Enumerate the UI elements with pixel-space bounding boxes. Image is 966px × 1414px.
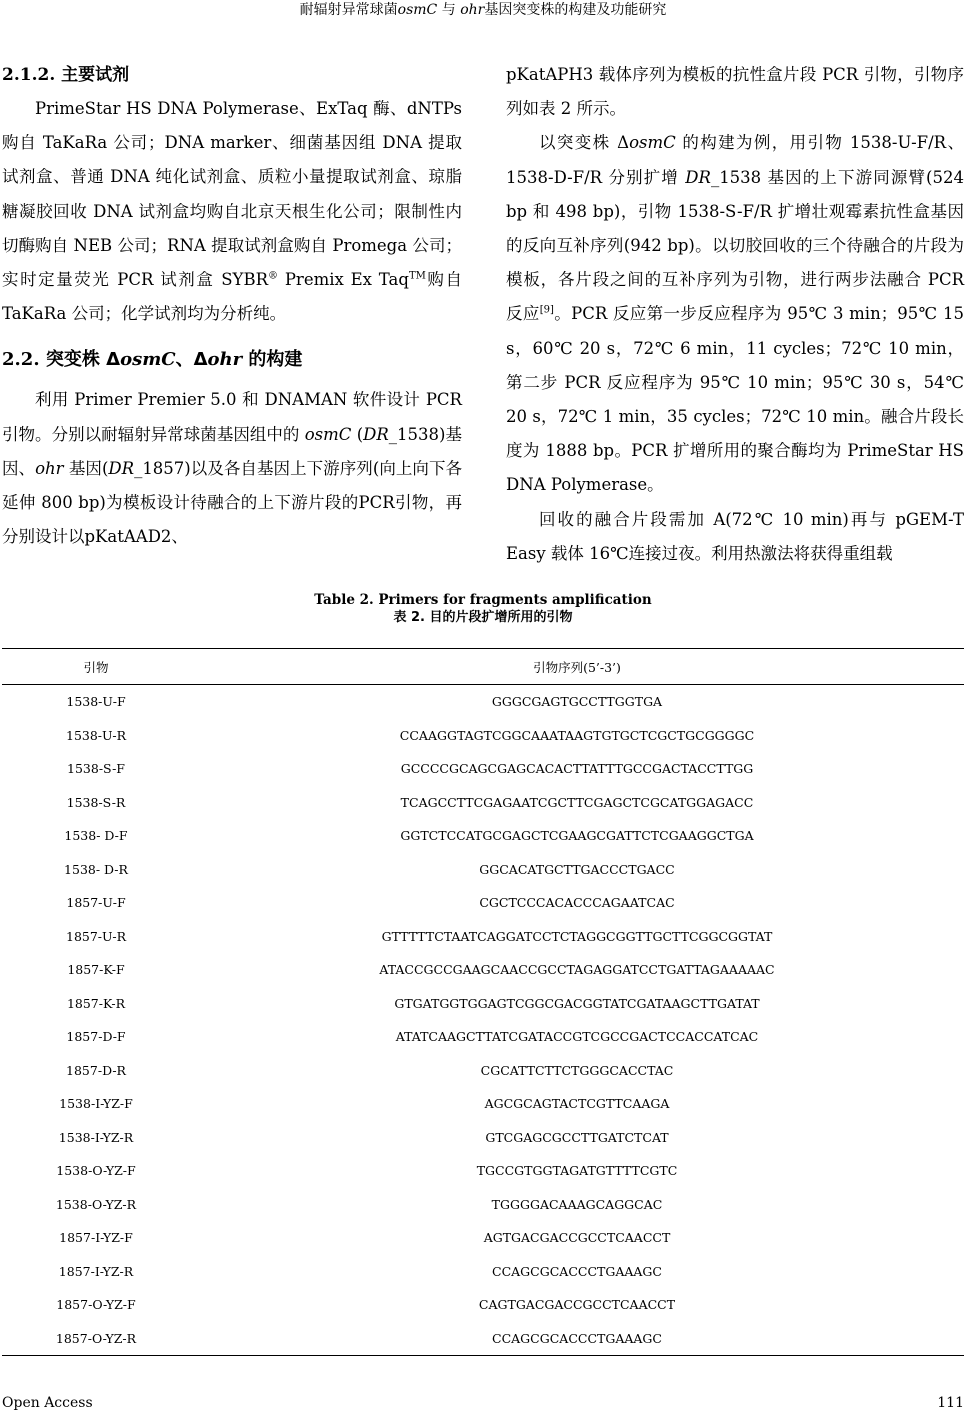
- table-row: [2, 1121, 964, 1155]
- primer-sequence-cell: GCCCCGCAGCGAGCACACTTATTTGCCGACTACCTTGG: [400, 761, 754, 777]
- primer-sequence-cell: CCAGCGCACCCTGAAAGC: [492, 1263, 662, 1279]
- primer-name-cell: 1538-U-R: [66, 727, 126, 743]
- primer-sequence-cell: GGCACATGCTTGACCCTGACC: [479, 861, 675, 877]
- primer-name-cell: 1857-I-YZ-R: [58, 1263, 134, 1279]
- primer-sequence-cell: ATACCGCCGAAGCAACCGCCTAGAGGATCCTGATTAGAAAAAC: [379, 962, 775, 978]
- primer-name-cell: 1857-K-R: [66, 995, 126, 1011]
- table-row: [2, 819, 964, 853]
- table-header-row: [2, 649, 964, 685]
- primer-name-cell: 1857-U-F: [66, 895, 126, 911]
- table-row: [2, 920, 964, 954]
- table-row: [2, 719, 964, 753]
- table-row: [2, 786, 964, 820]
- left-column: [2, 58, 462, 554]
- primer-name-cell: 1538- D-R: [64, 861, 128, 877]
- header-text-post: 基因突变株的构建及功能研究: [484, 2, 667, 18]
- primer-name-cell: 1538-S-R: [66, 794, 126, 810]
- primer-name-cell: 1538-U-F: [66, 694, 126, 710]
- primer-name-cell: 1538-I-YZ-F: [59, 1096, 133, 1112]
- primer-name-cell: 1857-O-YZ-F: [56, 1297, 136, 1313]
- primer-sequence-cell: GGGCGAGTGCCTTGGTGA: [491, 694, 663, 710]
- table-row: [2, 1154, 964, 1188]
- primer-sequence-cell: AGTGACGACCGCCTCAACCT: [483, 1230, 671, 1246]
- table-row: [2, 987, 964, 1021]
- table-row: [2, 685, 964, 719]
- table-row: [2, 1322, 964, 1356]
- header-gene-osmc: osmC: [397, 2, 438, 18]
- header-text-mid: 与: [441, 2, 456, 18]
- primer-sequence-cell: CCAGCGCACCCTGAAAGC: [190, 1322, 964, 1356]
- primer-name-cell: 1538-O-YZ-R: [55, 1196, 137, 1212]
- primer-table-body: [2, 685, 964, 1356]
- table-row: [2, 1255, 964, 1289]
- table-row: [2, 1087, 964, 1121]
- primer-name-cell: 1857-D-R: [66, 1062, 126, 1078]
- primer-sequence-cell: GGTCTCCATGCGAGCTCGAAGCGATTCTCGAAGGCTGA: [400, 828, 754, 844]
- primer-name-cell: 1857-D-F: [66, 1029, 126, 1045]
- table-row: [2, 1188, 964, 1222]
- header-gene-ohr: ohr: [460, 2, 485, 18]
- pcr-method-paragraph: 以突变株 ΔosmC 的构建为例，用引物 1538-U-F/R、1538-D-F/R 分别扩增 DR_1538 基因的上下游同源臂(524 bp 和 498 bp)，引物 1538-S-F/R 扩增壮观霉素抗性盒基因的反向互补序列(942 bp)。以切胶回收的三个待融合的片段为模板，各片段之间的互补序列为引物，进行两步法融合 PCR 反应[9]。PCR 反应第一步反应程序为 95℃ 3 min；95℃ 15 s，60℃ 20 s，72℃ 6 min，11 cycles；72℃ 10 min，第二步 PCR 反应程序为 95℃ 10 min；95℃ 30 s，54℃ 20 s，72℃ 1 min，35 cycles；72℃ 10 min。融合片段长度为 1888 bp。PCR 扩增所用的聚合酶均为 PrimeStar HS DNA Polymerase。: [506, 133, 965, 495]
- primer-name-cell: 1857-U-R: [66, 928, 126, 944]
- table-row: [2, 1054, 964, 1088]
- primer-sequence-cell: GTTTTTCTAATCAGGATCCTCTAGGCGGTTGCTTCGGCGGTAT: [381, 928, 773, 944]
- primer-sequence-cell: TGCCGTGGTAGATGTTTTCGTC: [476, 1163, 678, 1179]
- primer-sequence-cell: ATATCAAGCTTATCGATACCGTCGCCGACTCCACCATCAC: [395, 1029, 759, 1045]
- reagents-paragraph: PrimeStar HS DNA Polymerase、ExTaq 酶、dNTPs 购自 TaKaRa 公司；DNA marker、细菌基因组 DNA 提取试剂盒、普通 DNA 纯化试剂盒、质粒小量提取试剂盒、琼脂糖凝胶回收 DNA 试剂盒均购自北京天根生化公司；限制性内切酶购自 NEB 公司；RNA 提取试剂盒购自 Promega 公司；实时定量荧光 PCR 试剂盒 SYBR® Premix Ex Taq™购自 TaKaRa 公司；化学试剂均为分析纯。: [2, 99, 463, 324]
- primer-continuation-paragraph: pKatAPH3 载体序列为模板的抗性盒片段 PCR 引物，引物序列如表 2 所示。: [506, 65, 964, 119]
- table-row: [2, 1288, 964, 1322]
- ligation-paragraph: 回收的融合片段需加 A(72℃ 10 min)再与 pGEM-T Easy 载体 16℃连接过夜。利用热激法将获得重组载: [506, 509, 964, 563]
- primer-sequence-cell: CAGTGACGACCGCCTCAACCT: [478, 1297, 676, 1313]
- primer-table: [2, 648, 964, 1356]
- header-text: 耐辐射异常球菌: [299, 2, 398, 18]
- running-header: [0, 0, 966, 20]
- section-2-1-2-heading: 2.1.2. 主要试剂: [2, 65, 130, 85]
- primer-name-cell: 1538-O-YZ-F: [56, 1163, 136, 1179]
- primer-sequence-cell: CGCTCCCACACCCAGAATCAC: [479, 895, 675, 911]
- primer-sequence-cell: TGGGGACAAAGCAGGCAC: [491, 1196, 663, 1212]
- table-row: [2, 1221, 964, 1255]
- page-number: 111: [937, 1395, 964, 1411]
- table-row: [2, 1020, 964, 1054]
- table-row: [2, 886, 964, 920]
- primer-sequence-cell: TCAGCCTTCGAGAATCGCTTCGAGCTCGCATGGAGACC: [400, 794, 754, 810]
- primer-sequence-cell: AGCGCAGTACTCGTTCAAGA: [484, 1096, 670, 1112]
- citation-ref[interactable]: [9]: [539, 304, 554, 316]
- primer-sequence-cell: GTGATGGTGGAGTCGGCGACGGTATCGATAAGCTTGATAT: [394, 995, 760, 1011]
- column-header-sequence: 引物序列(5’-3’): [190, 649, 964, 685]
- primer-sequence-cell: CCAAGGTAGTCGGCAAATAAGTGTGCTCGCTGCGGGGC: [399, 727, 755, 743]
- primer-name-cell: 1538-S-F: [67, 761, 125, 777]
- primer-sequence-cell: GTCGAGCGCCTTGATCTCAT: [485, 1129, 669, 1145]
- table-row: [2, 752, 964, 786]
- primer-name-cell: 1857-K-F: [67, 962, 125, 978]
- right-column: [506, 58, 964, 571]
- primer-sequence-cell: CGCATTCTTCTGGGCACCTAC: [480, 1062, 674, 1078]
- primer-name-cell: 1538- D-F: [64, 828, 128, 844]
- primer-name-cell: 1538-I-YZ-R: [58, 1129, 134, 1145]
- primer-name-cell: 1857-O-YZ-R: [2, 1322, 190, 1356]
- table-caption-zh: 表 2. 目的片段扩增所用的引物: [393, 610, 573, 625]
- table-row: [2, 953, 964, 987]
- table-caption-en: Table 2. Primers for fragments amplification: [314, 592, 652, 608]
- table-row: [2, 853, 964, 887]
- section-2-2-heading: 2.2. 突变株 ΔosmC、Δohr 的构建: [2, 349, 303, 371]
- construction-paragraph: 利用 Primer Premier 5.0 和 DNAMAN 软件设计 PCR 引物。分别以耐辐射异常球菌基因组中的 osmC (DR_1538)基因、ohr 基因(DR_1857)以及各自基因上下游序列(向上向下各延伸 800 bp)为模板设计待融合的上下游片段的PCR引物，再分别设计以pKatAAD2、: [2, 390, 463, 547]
- primer-name-cell: 1857-I-YZ-F: [59, 1230, 133, 1246]
- footer-open-access: Open Access: [2, 1395, 93, 1411]
- column-header-primer: 引物: [2, 649, 190, 685]
- table-caption: [0, 592, 966, 626]
